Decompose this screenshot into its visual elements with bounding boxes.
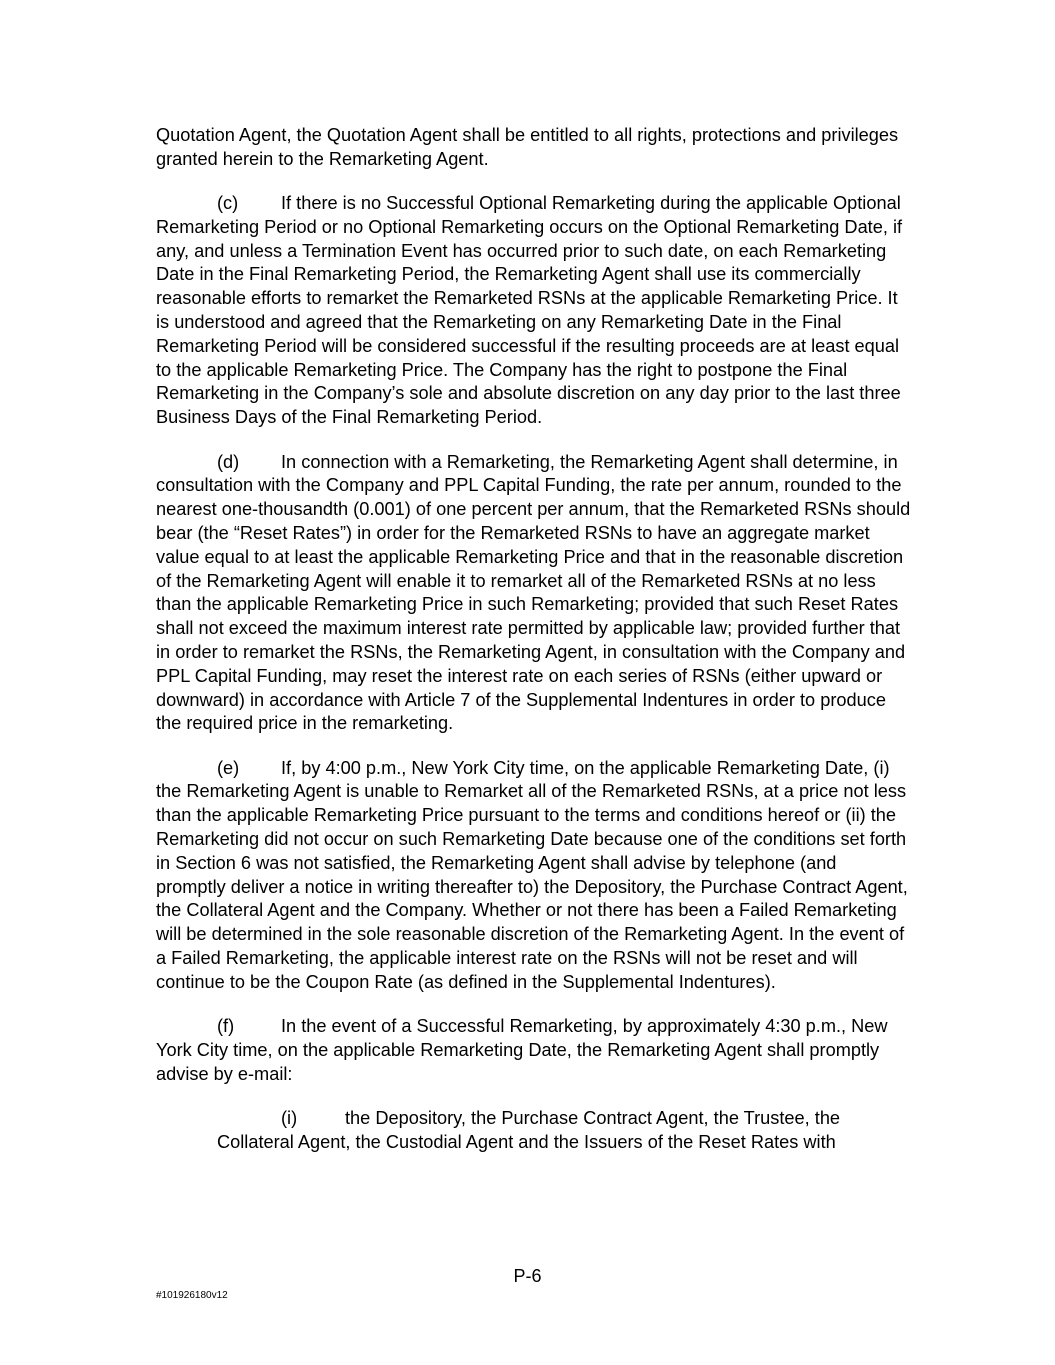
paragraph-c — [156, 192, 911, 430]
paragraph-f — [156, 1015, 911, 1086]
paragraph-f-label: (f) — [217, 1016, 235, 1037]
paragraph-d-text: In connection with a Remarketing, the Remarketing Agent shall determine, in consultation with the Company and PPL Capital Funding, the rate per annum, rounded to the nearest one-thousandth (0.001) of one percent per annum, that the Remarketed RSNs should bear (the “Reset Rates”) in order for the Remarketed RSNs to have an aggregate market value equal to at least the applicable Remarketing Price and that in the reasonable discretion of the Remarketing Agent will enable it to remarket all of the Remarketed RSNs at no less than the applicable Remarketing Price in such Remarketing; provided that such Reset Rates shall not exceed the maximum interest rate permitted by applicable law; provided further that in order to remarket the RSNs, the Remarketing Agent, in consultation with the Company and PPL Capital Funding, may reset the interest rate on each series of RSNs (either upward or downward) in accordance with Article 7 of the Supplemental Indentures in order to produce the required price in the remarketing. — [156, 451, 911, 734]
paragraph-f-text: In the event of a Successful Remarketing, by approximately 4:30 p.m., New York City time, on the applicable Remarketing Date, the Remarketing Agent shall promptly advise by e-mail: — [156, 1016, 888, 1084]
paragraph-e-label: (e) — [217, 757, 240, 778]
paragraph-intro: Quotation Agent, the Quotation Agent shall be entitled to all rights, protections and privileges granted herein to the Remarketing Agent. — [156, 125, 899, 169]
paragraph-e — [156, 757, 911, 995]
paragraph-c-text: If there is no Successful Optional Remarketing during the applicable Optional Remarketing Period or no Optional Remarketing occurs on the Optional Remarketing Date, if any, and unless a Termination Event has occurred prior to such date, on each Remarketing Date in the Final Remarketing Period, the Remarketing Agent shall use its commercially reasonable efforts to remarket the Remarketed RSNs at the applicable Remarketing Price. It is understood and agreed that the Remarketing on any Remarketing Date in the Final Remarketing Period will be considered successful if the resulting proceeds are at least equal to the applicable Remarketing Price. The Company has the right to postpone the Final Remarketing in the Company’s sole and absolute discretion on any day prior to the last three Business Days of the Final Remarketing Period. — [156, 193, 903, 428]
page-number: P-6 — [513, 1266, 542, 1286]
paragraph-f-i-text: the Depository, the Purchase Contract Agent, the Trustee, the Collateral Agent, the Custodial Agent and the Issuers of the Reset Rates with — [217, 1107, 841, 1152]
paragraph-d — [156, 451, 911, 737]
paragraph-f-i-label: (i) — [281, 1107, 298, 1128]
paragraph-d-label: (d) — [217, 451, 240, 472]
paragraph-c-label: (c) — [217, 193, 239, 214]
body-text — [156, 124, 911, 1175]
paragraph-f-i — [217, 1107, 911, 1155]
document-id: #101926180v12 — [156, 1290, 228, 1301]
paragraph-e-text: If, by 4:00 p.m., New York City time, on the applicable Remarketing Date, (i) the Remarketing Agent is unable to Remarket all of the Remarketed RSNs, at a price not less than the applicable Remarketing Price pursuant to the terms and conditions hereof or (ii) the Remarketing did not occur on such Remarketing Date because one of the conditions set forth in Section 6 was not satisfied, the Remarketing Agent shall advise by telephone (and promptly deliver a notice in writing thereafter to) the Depository, the Purchase Contract Agent, the Collateral Agent and the Company. Whether or not there has been a Failed Remarketing will be determined in the sole reasonable discretion of the Remarketing Agent. In the event of a Failed Remarketing, the applicable interest rate on the RSNs will not be reset and will continue to be the Coupon Rate (as defined in the Supplemental Indentures). — [156, 757, 908, 992]
